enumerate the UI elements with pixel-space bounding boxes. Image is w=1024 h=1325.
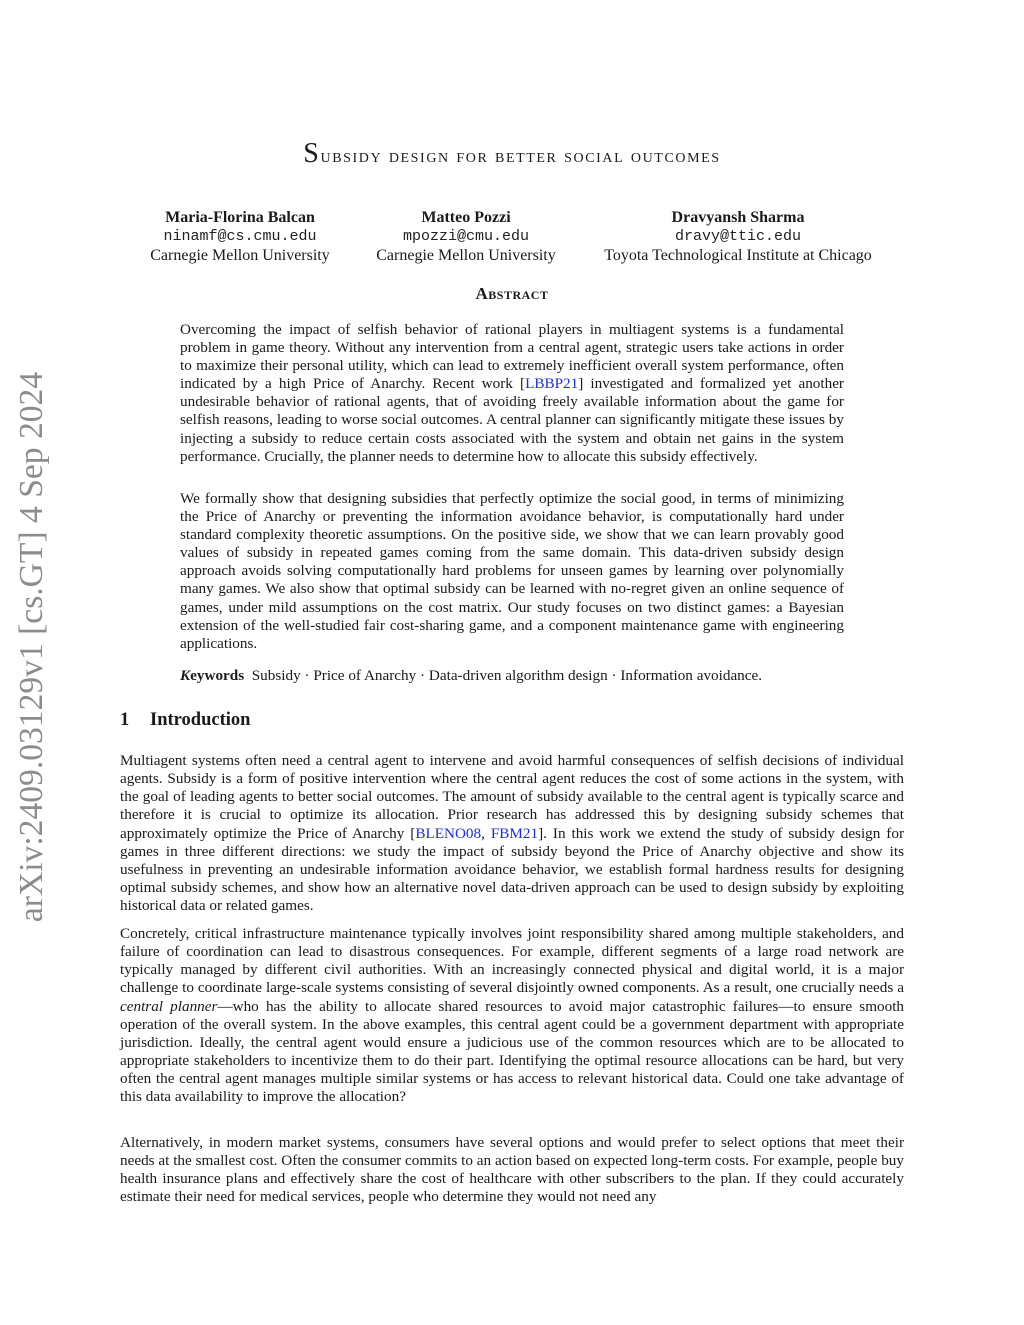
intro-paragraph-3: Alternatively, in modern market systems, consumers have several options and would prefer to select options that meet their needs at the smallest cost. Often the consumer commits to an action based on expected long-term costs. For example, people buy health insurance plans and effectively share the cost of healthcare with other subscribers to the plan. If they could accurately estimate their need for medical services, people who determine they would not need any [120, 1134, 904, 1206]
author-email[interactable]: dravy@ttic.edu [674, 228, 802, 245]
author-name: Matteo Pozzi [421, 209, 511, 226]
author-affiliation: Toyota Technological Institute at Chicago [604, 247, 872, 264]
arxiv-watermark [12, 363, 52, 930]
paper-title: Subsidy design for better social outcomes [303, 138, 721, 169]
abstract-heading: Abstract [475, 284, 549, 303]
author-1 [140, 208, 340, 265]
author-2 [366, 208, 566, 265]
keywords-text: Subsidy · Price of Anarchy · Data-driven algorithm design · Information avoidance. [251, 667, 763, 684]
author-email[interactable]: ninamf@cs.cmu.edu [163, 228, 317, 245]
intro-paragraph-2: Concretely, critical infrastructure maintenance typically involves joint responsibility shared among multiple stakeholders, and failure of coordination can lead to disastrous consequences. For example, different segments of a large road network are typically managed by different civil authorities. With an increasingly connected physical and digital world, it is a major challenge to coordinate large-scale systems consisting of several disjointly owned components. As a result, one crucially needs a central planner—who has the ability to allocate shared resources to avoid major catastrophic failures—to ensure smooth operation of the overall system. In the above examples, this central agent could be a government department with appropriate jurisdiction. Ideally, the central agent would ensure a judicious use of the common resources which are to be allocated to appropriate stakeholders to incentivize them to do their part. Identifying the optimal resource allocations can be hard, but very often the central agent manages multiple similar systems or has access to relevant historical data. Could one take advantage of this data availability to improve the allocation? [120, 925, 905, 1106]
author-block [0, 208, 1024, 268]
arxiv-identifier: arXiv:2409.03129v1 [cs.GT] 4 Sep 2024 [13, 371, 50, 922]
author-name: Maria-Florina Balcan [165, 209, 315, 226]
section-number: 1 [120, 710, 130, 730]
abstract-paragraph-1: Overcoming the impact of selfish behavior of rational players in multiagent systems is a fundamental problem in game theory. Without any intervention from a central agent, strategic users take actions in order to maximize their personal utility, which can lead to extremely inefficient overall system performance, often indicated by a high Price of Anarchy. Recent work [LBBP21] investigated and formalized yet another undesirable behavior of rational agents, that of avoiding freely available information about the game for selfish reasons, leading to worse social outcomes. A central planner can significantly mitigate these issues by injecting a subsidy to reduce certain costs associated with the system and obtain net gains in the system performance. Crucially, the planner needs to determine how to allocate this subsidy effectively. [180, 321, 844, 465]
author-affiliation: Carnegie Mellon University [150, 247, 330, 264]
author-affiliation: Carnegie Mellon University [376, 247, 556, 264]
citation-link[interactable]: LBBP21 [525, 375, 579, 393]
author-name: Dravyansh Sharma [671, 209, 805, 226]
author-3 [592, 208, 884, 265]
section-heading [120, 710, 250, 731]
keywords-line [180, 667, 844, 685]
citation-link[interactable]: FBM21 [490, 824, 539, 842]
intro-paragraph-1: Multiagent systems often need a central agent to intervene and avoid harmful consequences of selfish decisions of individual agents. Subsidy is a form of positive intervention where the central agent reduces the cost of some actions in the system, with the goal of leading agents to better social outcomes. The amount of subsidy available to the central agent is typically scarce and therefore it is crucial to optimize its allocation. Prior research has addressed this by designing subsidy schemes that approximately optimize the Price of Anarchy [BLENO08, FBM21]. In this work we extend the study of subsidy design for games in three different directions: we study the impact of subsidy beyond the Price of Anarchy objective and show its usefulness in preventing an undesirable information avoidance behavior, we establish formal hardness results for designing optimal subsidy schemes, and show how an alternative novel data-driven approach can be used to design subsidy by exploiting historical data or related games. [120, 752, 905, 915]
author-email[interactable]: mpozzi@cmu.edu [402, 228, 530, 245]
keywords-label: Keywords [180, 667, 245, 684]
citation-link[interactable]: BLENO08 [415, 824, 482, 842]
section-title: Introduction [150, 710, 251, 730]
abstract-paragraph-2: We formally show that designing subsidies that perfectly optimize the social good, in terms of minimizing the Price of Anarchy or preventing the information avoidance behavior, is computationally hard under standard complexity theoretic assumptions. On the positive side, we show that we can learn provably good values of subsidy in repeated games coming from the same domain. This data-driven subsidy design approach avoids solving computationally hard problems for unseen games by learning over polynomially many games. We also show that optimal subsidy can be learned with no-regret given an online sequence of games, under mild assumptions on the cost matrix. Our study focuses on two distinct games: a Bayesian extension of the well-studied fair cost-sharing game, and a component maintenance game with engineering applications. [180, 490, 844, 652]
